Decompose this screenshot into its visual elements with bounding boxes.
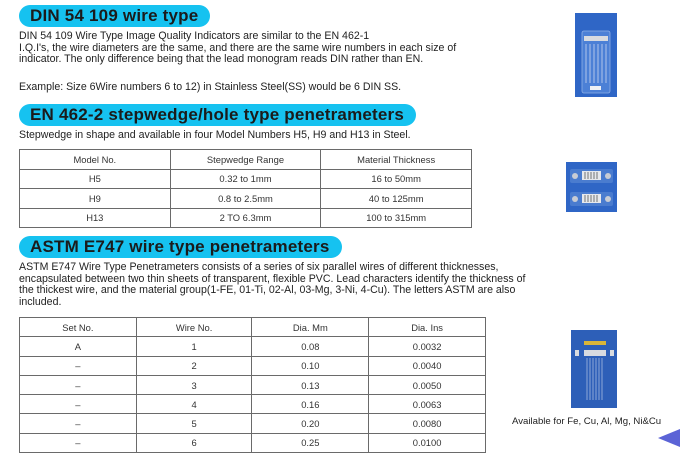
table-row <box>20 337 486 356</box>
cell: 3 <box>136 375 252 394</box>
astm-image-caption: Available for Fe, Cu, Al, Mg, Ni&Cu <box>512 416 662 427</box>
cell: 0.0063 <box>369 395 486 414</box>
din-line-1: DIN 54 109 Wire Type Image Quality Indicators are similar to the EN 462-1 <box>19 30 370 42</box>
astm-line-1: ASTM E747 Wire Type Penetrameters consists of a series of six parallel wires of different thicknesses, <box>19 261 499 273</box>
en-description: Stepwedge in shape and available in four Model Numbers H5, H9 and H13 in Steel. <box>19 129 411 141</box>
din-line-3: indicator. The only difference being that the lead monogram reads DIN rather than EN. <box>19 53 424 66</box>
cell: 0.0100 <box>369 433 486 452</box>
astm-description <box>19 262 525 308</box>
table-header-row <box>20 318 486 337</box>
din-example: Example: Size 6Wire numbers 6 to 12) in Stainless Steel(SS) would be 6 DIN SS. <box>19 81 402 93</box>
cell: 0.0080 <box>369 414 486 433</box>
din-description <box>19 31 456 66</box>
table-row <box>20 208 472 228</box>
table-row <box>20 189 472 209</box>
header-model-no: Model No. <box>20 150 171 170</box>
table-row <box>20 375 486 394</box>
header-wire-no: Wire No. <box>136 318 252 337</box>
astm-wire-table <box>19 317 486 453</box>
header-dia-ins: Dia. Ins <box>369 318 486 337</box>
table-row <box>20 433 486 452</box>
cell: 0.13 <box>252 375 369 394</box>
table-row <box>20 414 486 433</box>
cell: 0.0050 <box>369 375 486 394</box>
cell: 0.0040 <box>369 356 486 375</box>
din-section-heading: DIN 54 109 wire type <box>19 5 210 27</box>
astm-line-3: the thickest wire, and the material group(1-FE, 01-Ti, 02-Al, 03-Mg, 3-Ni, 4-Cu). The letters ASTM are also <box>19 284 516 297</box>
cell: – <box>20 414 137 433</box>
cell: 5 <box>136 414 252 433</box>
cell: 16 to 50mm <box>321 169 472 189</box>
astm-line-4: included. <box>19 295 62 308</box>
cell: 0.16 <box>252 395 369 414</box>
cell: – <box>20 433 137 452</box>
cell: 2 TO 6.3mm <box>170 208 321 228</box>
en-stepwedge-image <box>566 162 617 212</box>
cell: H9 <box>20 189 171 209</box>
table-row <box>20 356 486 375</box>
header-material-thickness: Material Thickness <box>321 150 472 170</box>
din-line-2: I.Q.I's, the wire diameters are the same, and there are the same wire numbers in each size of <box>19 41 457 54</box>
cell: – <box>20 375 137 394</box>
table-header-row <box>20 150 472 170</box>
table-row <box>20 395 486 414</box>
cell: – <box>20 356 137 375</box>
cell: 0.10 <box>252 356 369 375</box>
cell: 1 <box>136 337 252 356</box>
cell: 100 to 315mm <box>321 208 472 228</box>
cell: A <box>20 337 137 356</box>
astm-product-image <box>571 330 617 408</box>
table-row <box>20 169 472 189</box>
astm-line-2: encapsulated between two thin sheets of transparent, flexible PVC. Lead characters identify the thickness of <box>19 272 526 285</box>
cell: 0.20 <box>252 414 369 433</box>
cell: H5 <box>20 169 171 189</box>
cell: H13 <box>20 208 171 228</box>
en-stepwedge-table <box>19 149 472 228</box>
left-arrow-icon[interactable] <box>658 429 680 447</box>
cell: – <box>20 395 137 414</box>
cell: 4 <box>136 395 252 414</box>
cell: 2 <box>136 356 252 375</box>
header-dia-mm: Dia. Mm <box>252 318 369 337</box>
cell: 0.32 to 1mm <box>170 169 321 189</box>
cell: 6 <box>136 433 252 452</box>
en-section-heading: EN 462-2 stepwedge/hole type penetrameters <box>19 104 416 126</box>
header-stepwedge-range: Stepwedge Range <box>170 150 321 170</box>
cell: 0.0032 <box>369 337 486 356</box>
cell: 0.8 to 2.5mm <box>170 189 321 209</box>
cell: 0.25 <box>252 433 369 452</box>
astm-section-heading: ASTM E747 wire type penetrameters <box>19 236 342 258</box>
header-set-no: Set No. <box>20 318 137 337</box>
cell: 0.08 <box>252 337 369 356</box>
cell: 40 to 125mm <box>321 189 472 209</box>
din-product-image <box>575 13 617 97</box>
